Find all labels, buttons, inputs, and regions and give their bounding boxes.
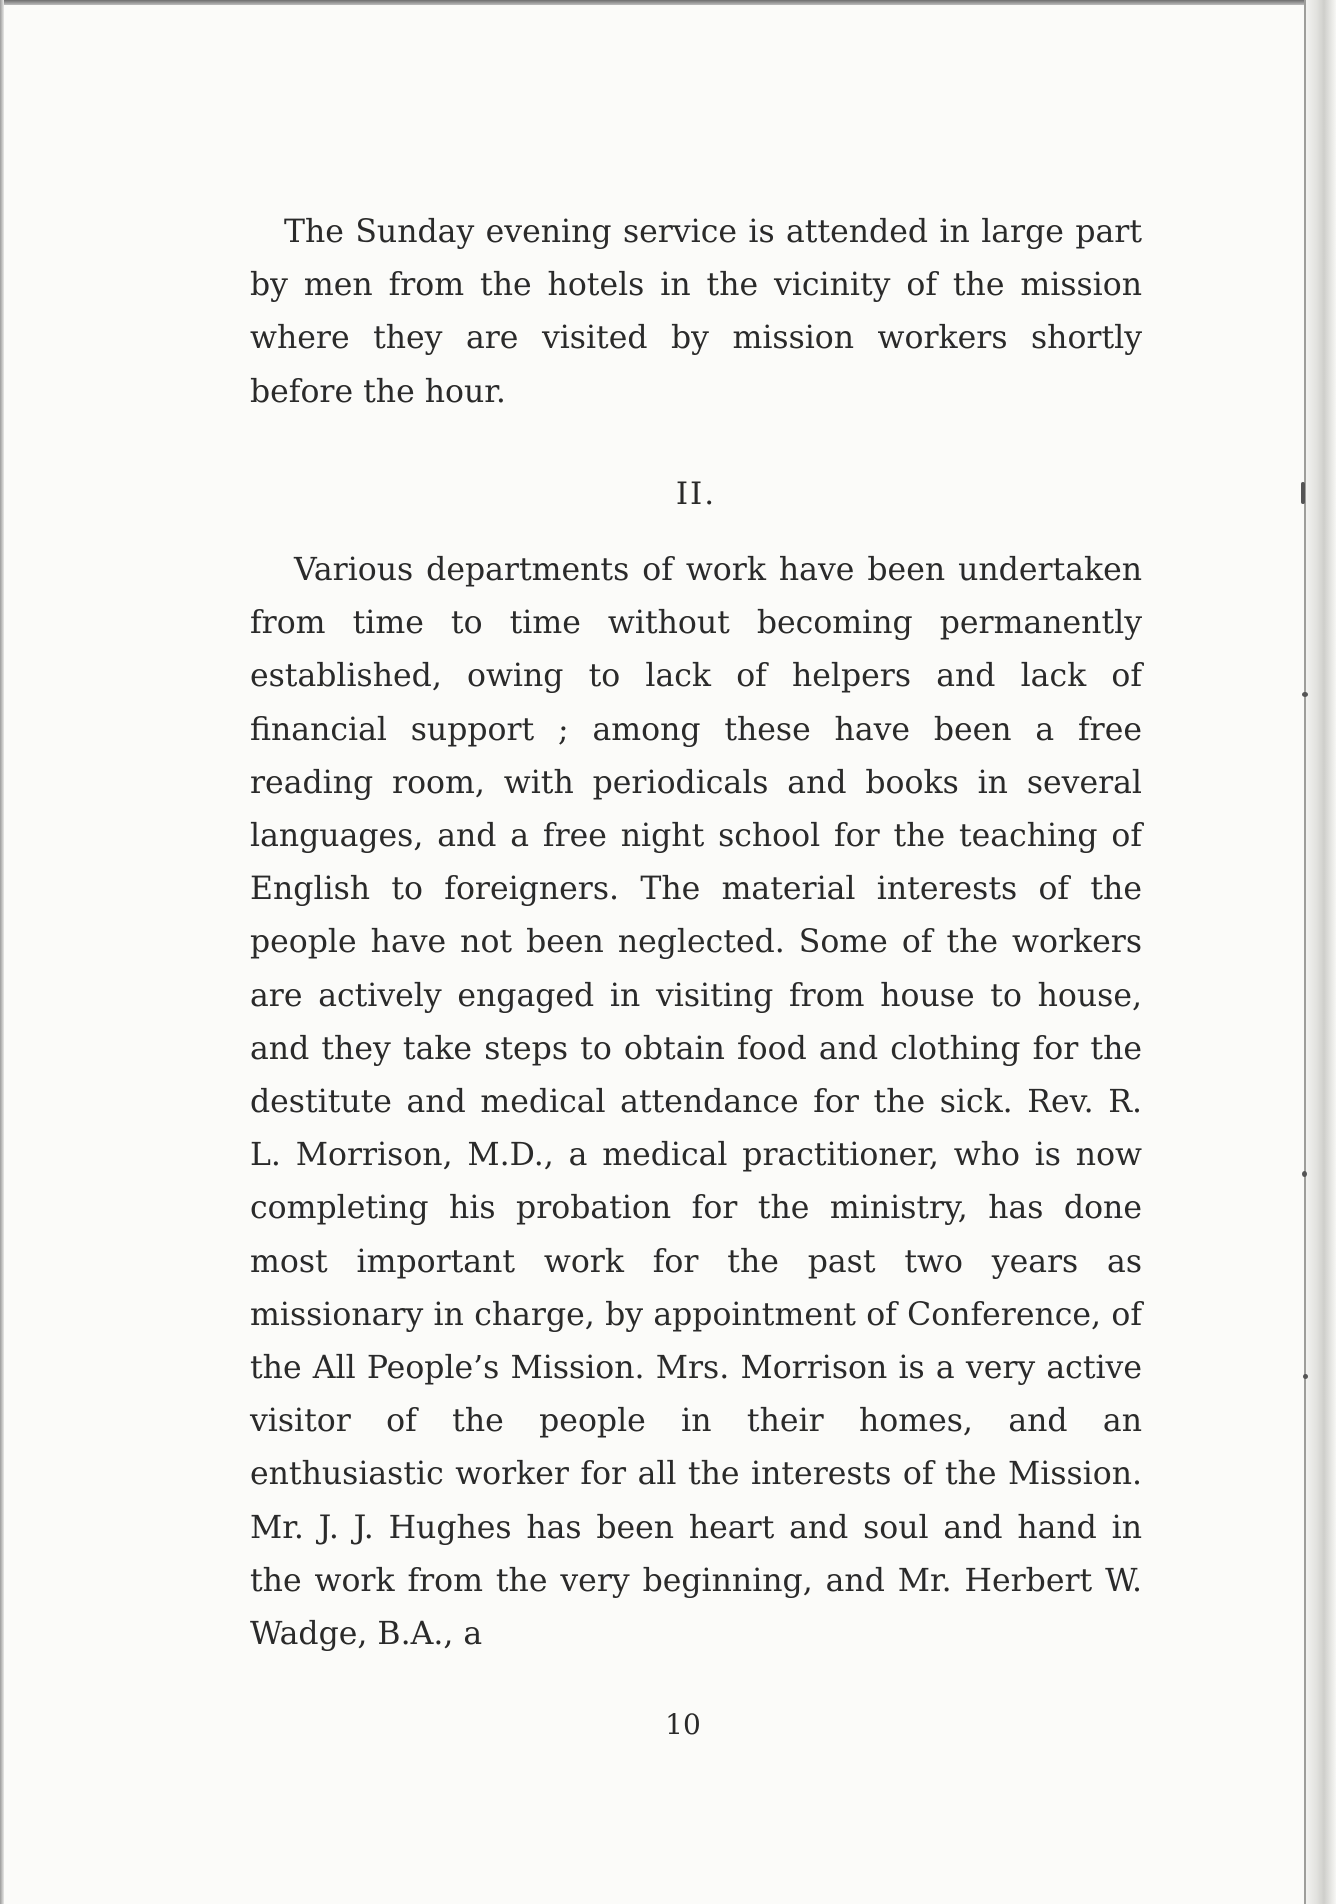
scan-left-edge [0,0,4,1904]
section-heading: II. [675,476,717,512]
scan-top-edge [0,0,1312,5]
paragraph-text: The Sunday evening service is attended in large part by men from the hotels in the vicinity of the mission where they are visited by mission workers shortly before the hour. [250,214,1142,410]
scan-right-edge [1306,0,1336,1904]
scan-speck [1302,1171,1307,1177]
page-number: 10 [665,1708,701,1741]
paragraph-text: Various departments of work have been undertaken from time to time without becoming permanently established, owing to lack of helpers and lack of financial support ; among these have been a free reading room, with periodicals and books in several languages, and a free night school for the teaching of English to foreigners. The material interests of the people have not been neglected. Some of the workers are actively engaged in visiting from house to house, and they take steps to obtain food and clothing for the destitute and medical attendance for the sick. Rev. R. L. Morrison, M.D., a medical practitioner, who is now completing his probation for the ministry, has done most important work for the past two years as missionary in charge, by appointment of Conference, of the All People’s Mission. Mrs. Morrison is a very active visitor of the people in their homes, and an enthusiastic worker for all the interests of the Mission. Mr. J. J. Hughes has been heart and soul and hand in the work from the very beginning, and Mr. Herbert W. Wadge, B.A., a [250,552,1142,1653]
paragraph-sunday-service [250,206,1142,419]
scan-speck [1303,1374,1308,1379]
paragraph-departments-of-work [250,544,1142,1661]
scan-speck [1302,692,1308,697]
scan-speck [1301,482,1305,504]
